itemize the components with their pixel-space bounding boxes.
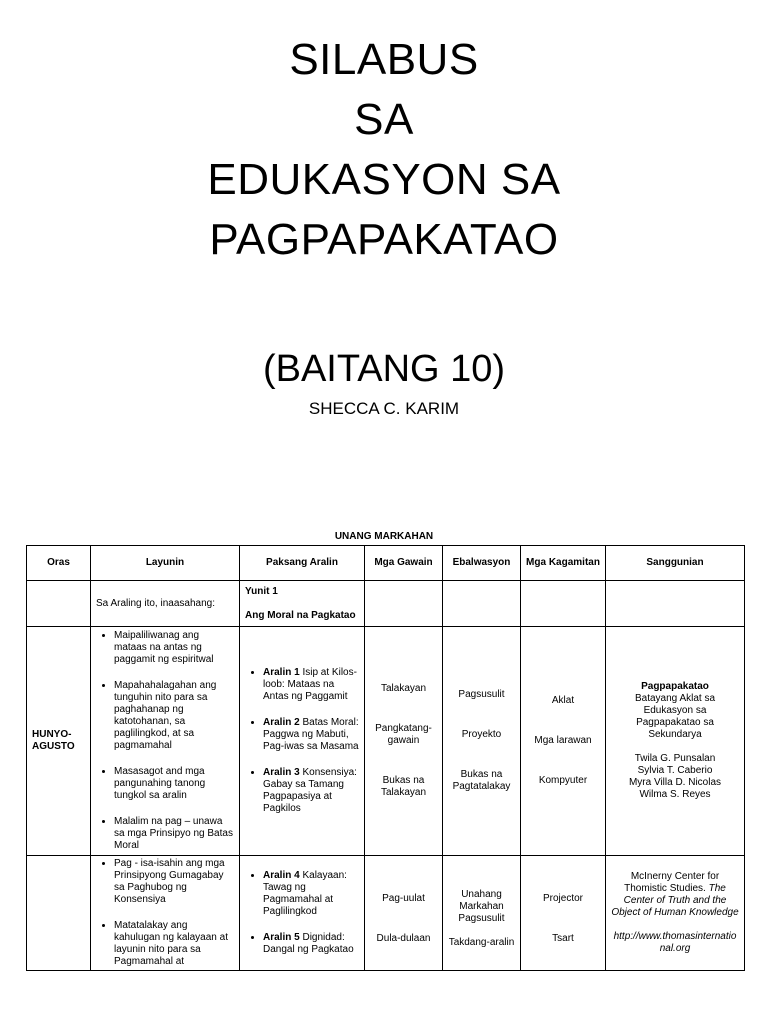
list-item: • Malalim na pag – unawa sa mga Prinsipyo ng Batas Moral	[114, 816, 234, 852]
author-name: SHECCA C. KARIM	[308, 399, 460, 418]
cell-ebalwasyon: Unahang Markahan Pagsusulit Takdang-aralin	[443, 856, 521, 971]
header-mga-kagamitan: Mga Kagamitan	[521, 546, 606, 581]
cell-layunin	[91, 627, 240, 856]
list-item: • Aralin 4 Kalayaan: Tawag ng Pagmamahal at Paglilingkod	[263, 870, 359, 918]
cell-mga-kagamitan: Projector Tsart	[521, 856, 606, 971]
cell-ebalwasyon: Pagsusulit Proyekto Bukas na Pagtatalakay	[443, 627, 521, 856]
list-item: • Aralin 2 Batas Moral: Paggwa ng Mabuti, Pag-iwas sa Masama	[263, 717, 359, 753]
table-header-row	[27, 546, 745, 581]
grade-level: (BAITANG 10)	[262, 348, 506, 390]
unit-number: Yunit 1	[245, 585, 278, 597]
cell-paksang-aralin	[240, 856, 365, 971]
list-item: • Aralin 1 Isip at Kilos-loob: Mataas na Antas ng Paggamit	[263, 667, 359, 703]
cell-layunin	[91, 856, 240, 971]
cell-sanggunian: McInerny Center for Thomistic Studies. The Center of Truth and the Object of Human Knowledge http://www.thomasinternational.org	[606, 856, 745, 971]
list-item: • Aralin 5 Dignidad: Dangal ng Pagkatao	[263, 932, 359, 956]
list-item: • Maipaliliwanag ang mataas na antas ng paggamit ng espiritwal	[114, 630, 234, 666]
header-ebalwasyon: Ebalwasyon	[443, 546, 521, 581]
header-mga-gawain: Mga Gawain	[365, 546, 443, 581]
quarter-label: UNANG MARKAHAN	[334, 531, 434, 542]
cell-mga-kagamitan: Aklat Mga larawan Kompyuter	[521, 627, 606, 856]
reference-link[interactable]: http://www.thomasinternational.org	[613, 931, 737, 954]
cell-paksang-aralin	[240, 627, 365, 856]
syllabus-table	[26, 545, 745, 971]
header-oras: Oras	[27, 546, 91, 581]
header-sanggunian: Sanggunian	[606, 546, 745, 581]
cell-intro-unit	[240, 581, 365, 627]
document-title	[0, 30, 768, 270]
title-line-2: SA	[354, 95, 414, 144]
table-row	[27, 581, 745, 627]
table-row	[27, 856, 745, 971]
title-line-1: SILABUS	[289, 35, 479, 84]
title-line-4: PAGPAPAKATAO	[209, 215, 559, 264]
list-item: • Mapahahalagahan ang tunguhin nito para sa paghahanap ng katotohanan, sa paglilingkod, at sa pagmamahal	[114, 680, 234, 752]
header-paksang-aralin: Paksang Aralin	[240, 546, 365, 581]
list-item: • Aralin 3 Konsensiya: Gabay sa Tamang Pagpapasiya at Pagkilos	[263, 767, 359, 815]
header-layunin: Layunin	[91, 546, 240, 581]
cell-oras-empty	[27, 581, 91, 627]
cell-mga-gawain: Pag-uulat Dula-dulaan	[365, 856, 443, 971]
table-row	[27, 627, 745, 856]
cell-oras: HUNYO- AGUSTO	[27, 627, 91, 856]
cell-sanggunian: Pagpapakatao Batayang Aklat sa Edukasyon sa Pagpapakatao sa Sekundarya Twila G. Punsalan Sylvia T. Caberio Myra Villa D. Nicolas Wilma S. Reyes	[606, 627, 745, 856]
cell-mga-gawain: Talakayan Pangkatang-gawain Bukas na Talakayan	[365, 627, 443, 856]
list-item: • Pag - isa-isahin ang mga Prinsipyong Gumagabay sa Paghubog ng Konsensiya	[114, 858, 234, 906]
unit-title: Ang Moral na Pagkatao	[245, 609, 356, 621]
cell-oras-empty	[27, 856, 91, 971]
list-item: • Matatalakay ang kahulugan ng kalayaan at layunin nito para sa Pagmamahal at	[114, 920, 234, 968]
list-item: • Masasagot and mga pangunahing tanong tungkol sa aralin	[114, 766, 234, 802]
title-line-3: EDUKASYON SA	[207, 155, 561, 204]
cell-intro-layunin: Sa Araling ito, inaasahang:	[91, 581, 240, 627]
